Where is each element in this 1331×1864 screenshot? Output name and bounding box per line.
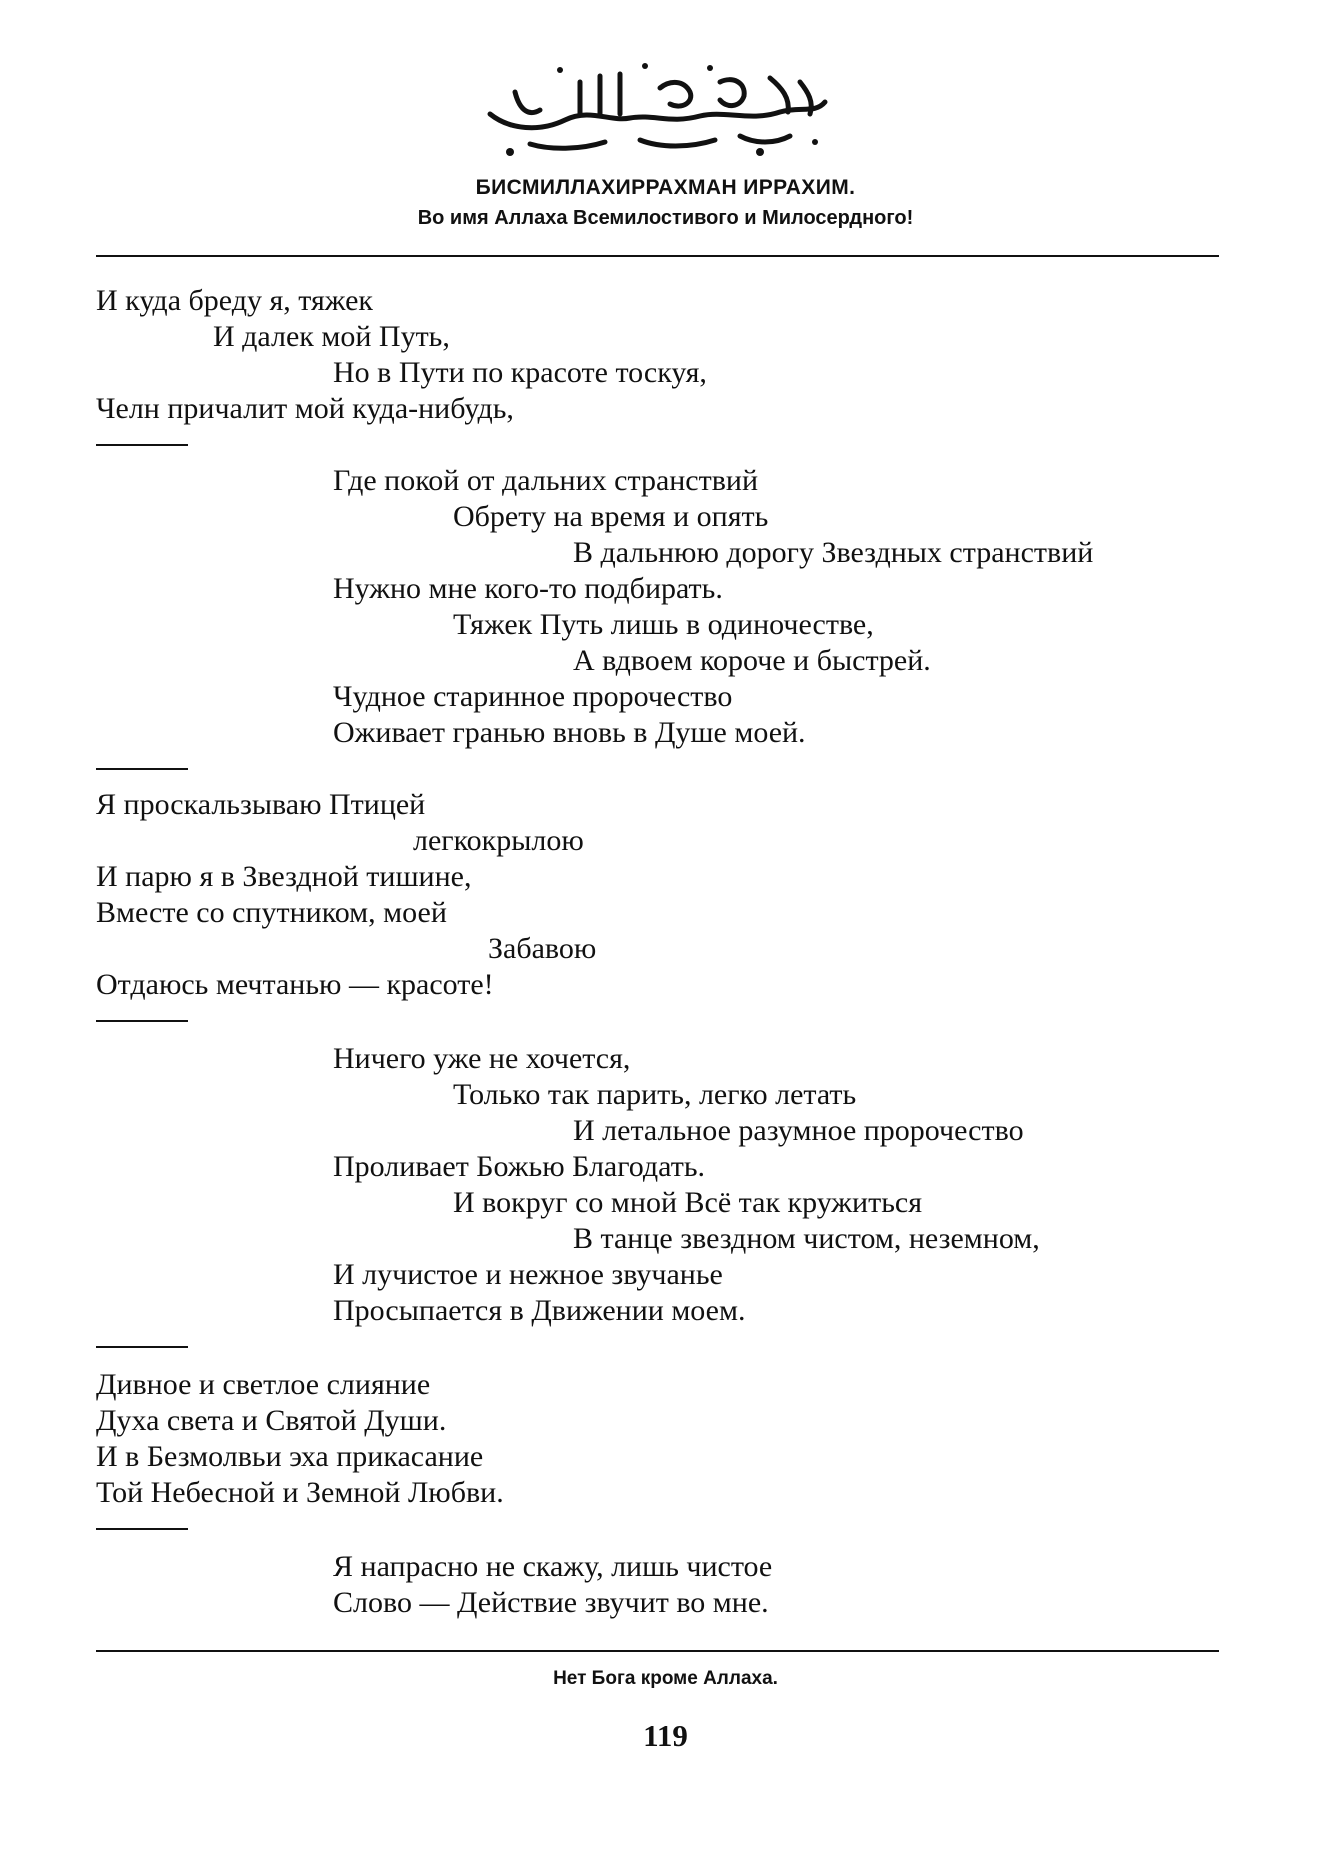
verse-line: Но в Пути по красоте тоскуя, bbox=[333, 356, 707, 389]
verse-line: И летальное разумное пророчество bbox=[573, 1114, 1024, 1147]
verse-line: Отдаюсь мечтанью — красоте! bbox=[96, 968, 494, 1001]
verse-line: Той Небесной и Земной Любви. bbox=[96, 1476, 504, 1509]
verse-line: Дивное и светлое слияние bbox=[96, 1368, 431, 1401]
verse-line: Забавою bbox=[488, 932, 597, 965]
bismillah-transliteration: БИСМИЛЛАХИРРАХМАН ИРРАХИМ. bbox=[475, 176, 856, 199]
verse-line: Духа света и Святой Души. bbox=[96, 1404, 447, 1437]
verse-line: Оживает гранью вновь в Душе моей. bbox=[333, 716, 806, 749]
verse-line: Вместе со спутником, моей bbox=[96, 896, 447, 929]
stanza-separator bbox=[96, 768, 188, 770]
stanza-separator bbox=[96, 444, 188, 446]
verse-line: В танце звездном чистом, неземном, bbox=[573, 1222, 1040, 1255]
verse-line: Только так парить, легко летать bbox=[453, 1078, 857, 1111]
verse-line: Я напрасно не скажу, лишь чистое bbox=[333, 1550, 773, 1583]
verse-line: А вдвоем короче и быстрей. bbox=[573, 644, 931, 677]
footer-rule bbox=[96, 1650, 1219, 1652]
verse-line: В дальнюю дорогу Звездных странствий bbox=[573, 536, 1094, 569]
verse-line: И вокруг со мной Всё так кружиться bbox=[453, 1186, 922, 1219]
verse-line: Обрету на время и опять bbox=[453, 500, 769, 533]
page-number: 119 bbox=[643, 1718, 688, 1753]
verse-line: Тяжек Путь лишь в одиночестве, bbox=[453, 608, 874, 641]
verse-line: Слово — Действие звучит во мне. bbox=[333, 1586, 769, 1619]
stanza-separator bbox=[96, 1528, 188, 1530]
verse-line: И далек мой Путь, bbox=[213, 320, 450, 353]
verse-line: И в Безмолвьи эха прикасание bbox=[96, 1440, 484, 1473]
verse-line: Где покой от дальних странствий bbox=[333, 464, 759, 497]
bismillah-translation: Во имя Аллаха Всемилостивого и Милосердного! bbox=[417, 207, 914, 229]
verse-line: Проливает Божью Благодать. bbox=[333, 1150, 706, 1183]
verse-line: И парю я в Звездной тишине, bbox=[96, 860, 472, 893]
verse-line: Просыпается в Движении моем. bbox=[333, 1294, 746, 1327]
footer-text: Нет Бога кроме Аллаха. bbox=[553, 1668, 778, 1689]
verse-line: Ничего уже не хочется, bbox=[333, 1042, 631, 1075]
verse-line: легкокрылою bbox=[413, 824, 584, 857]
verse-line: И куда бреду я, тяжек bbox=[96, 284, 373, 317]
verse-line: Я проскальзываю Птицей bbox=[96, 788, 426, 821]
stanza-separator bbox=[96, 1346, 188, 1348]
verse-line: Чудное старинное пророчество bbox=[333, 680, 733, 713]
stanza-separator bbox=[96, 1020, 188, 1022]
verse-line: Челн причалит мой куда-нибудь, bbox=[96, 392, 514, 425]
verse-line: Нужно мне кого-то подбирать. bbox=[333, 572, 723, 605]
verse-line: И лучистое и нежное звучанье bbox=[333, 1258, 723, 1291]
